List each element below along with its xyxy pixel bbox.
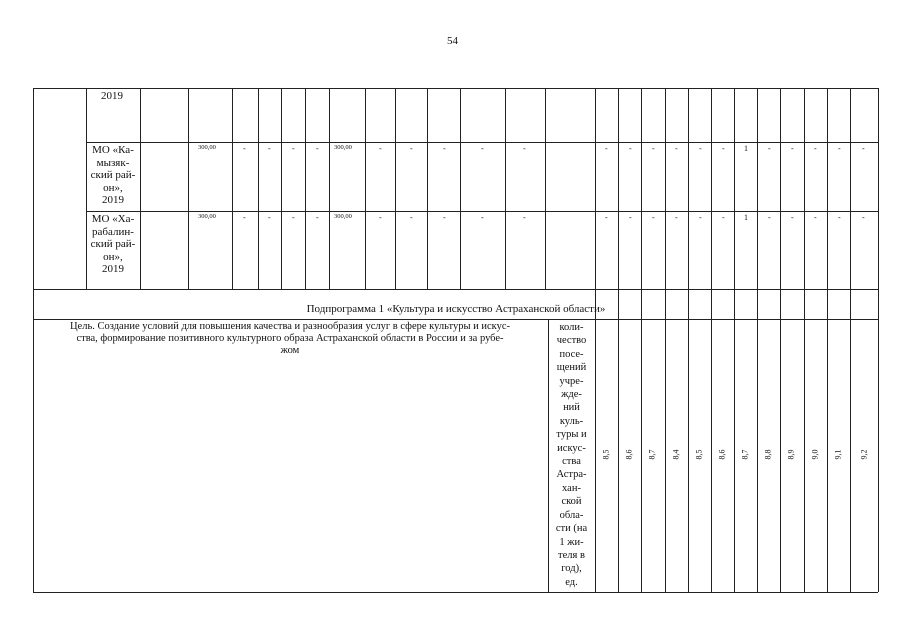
dash-cell: - — [243, 213, 246, 222]
col-line — [757, 88, 758, 592]
row-divider — [86, 211, 878, 212]
dash-cell: - — [379, 144, 382, 153]
dash-cell: - — [268, 213, 271, 222]
dash-cell: - — [814, 213, 817, 222]
col-line — [545, 88, 546, 289]
subprogram-title: Подпрограмма 1 «Культура и искусство Астраханской области» — [306, 303, 606, 315]
col-line — [140, 88, 141, 289]
dash-cell: - — [443, 144, 446, 153]
col-line — [711, 88, 712, 592]
dash-cell: - — [838, 144, 841, 153]
col-line — [505, 88, 506, 289]
col-line — [232, 88, 233, 289]
indicator-name: коли- чество посе- щений учре- жде- ний куль- туры и искус- ства Астра- хан- ской обла- сти (на 1 жи- теля в год), ед. — [555, 322, 588, 588]
row-label-kamyzyak: МО «Ка- мызяк- ский рай- он», 2019 — [90, 144, 136, 206]
table-top-border — [33, 88, 878, 89]
table-right-border — [878, 88, 879, 592]
col-line — [281, 88, 282, 289]
dash-cell: - — [652, 144, 655, 153]
dash-cell: - — [268, 144, 271, 153]
dash-cell: - — [699, 144, 702, 153]
dash-cell: - — [292, 213, 295, 222]
col-line — [329, 88, 330, 289]
row-divider — [33, 289, 878, 290]
dash-cell: - — [410, 144, 413, 153]
row-label-year: 2019 — [101, 90, 123, 102]
amount-value: 300,00 — [198, 144, 216, 151]
indicator-value: 8,4 — [671, 449, 681, 460]
col-line — [688, 88, 689, 592]
col-line — [804, 88, 805, 592]
dash-cell: - — [722, 144, 725, 153]
col-line — [427, 88, 428, 289]
col-line — [665, 88, 666, 592]
col-line — [618, 88, 619, 592]
dash-cell: - — [768, 144, 771, 153]
col-line — [780, 88, 781, 592]
dash-cell: - — [523, 213, 526, 222]
dash-cell: - — [316, 213, 319, 222]
indicator-value: 8,5 — [694, 449, 704, 460]
amount-value: 300,00 — [334, 144, 352, 151]
indicator-value: 8,7 — [740, 449, 750, 460]
dash-cell: - — [243, 144, 246, 153]
col-line — [850, 88, 851, 592]
dash-cell: - — [379, 213, 382, 222]
indicator-value: 8,6 — [624, 449, 634, 460]
table-bottom-border — [33, 592, 878, 593]
dash-cell: - — [605, 144, 608, 153]
value-one: 1 — [744, 144, 748, 153]
dash-cell: - — [699, 213, 702, 222]
dash-cell: - — [443, 213, 446, 222]
dash-cell: - — [791, 213, 794, 222]
dash-cell: - — [316, 144, 319, 153]
goal-text: Цель. Создание условий для повышения качества и разнообразия услуг в сфере культуры и искус- ства, формирование позитивного культурного образа Астраханской области в России и за рубе- жом — [69, 321, 511, 356]
dash-cell: - — [410, 213, 413, 222]
dash-cell: - — [481, 144, 484, 153]
col-line — [827, 88, 828, 592]
indicator-value: 9,0 — [810, 449, 820, 460]
dash-cell: - — [791, 144, 794, 153]
indicator-value: 8,5 — [601, 449, 611, 460]
col-line — [365, 88, 366, 289]
col-line — [188, 88, 189, 289]
dash-cell: - — [675, 213, 678, 222]
value-one: 1 — [744, 213, 748, 222]
dash-cell: - — [862, 213, 865, 222]
indicator-value: 9,1 — [833, 449, 843, 460]
dash-cell: - — [481, 213, 484, 222]
dash-cell: - — [838, 213, 841, 222]
table-left-border — [33, 88, 34, 592]
dash-cell: - — [722, 213, 725, 222]
dash-cell: - — [768, 213, 771, 222]
col-line — [305, 88, 306, 289]
col-line — [258, 88, 259, 289]
page-number: 54 — [447, 35, 458, 47]
indicator-value: 9,2 — [859, 449, 869, 460]
dash-cell: - — [523, 144, 526, 153]
row-divider — [33, 319, 878, 320]
indicator-value: 8,7 — [647, 449, 657, 460]
indicator-value: 8,9 — [786, 449, 796, 460]
dash-cell: - — [814, 144, 817, 153]
dash-cell: - — [652, 213, 655, 222]
dash-cell: - — [675, 144, 678, 153]
dash-cell: - — [629, 144, 632, 153]
dash-cell: - — [629, 213, 632, 222]
col-line — [460, 88, 461, 289]
col-line — [595, 88, 596, 592]
row-divider — [86, 142, 878, 143]
col-line — [734, 88, 735, 592]
dash-cell: - — [292, 144, 295, 153]
indicator-value: 8,6 — [717, 449, 727, 460]
col-line — [641, 88, 642, 592]
dash-cell: - — [862, 144, 865, 153]
col-line — [395, 88, 396, 289]
indicator-value: 8,8 — [763, 449, 773, 460]
amount-value: 300,00 — [334, 213, 352, 220]
dash-cell: - — [605, 213, 608, 222]
amount-value: 300,00 — [198, 213, 216, 220]
row-label-kharabali: МО «Ха- рабалин- ский рай- он», 2019 — [90, 213, 136, 275]
